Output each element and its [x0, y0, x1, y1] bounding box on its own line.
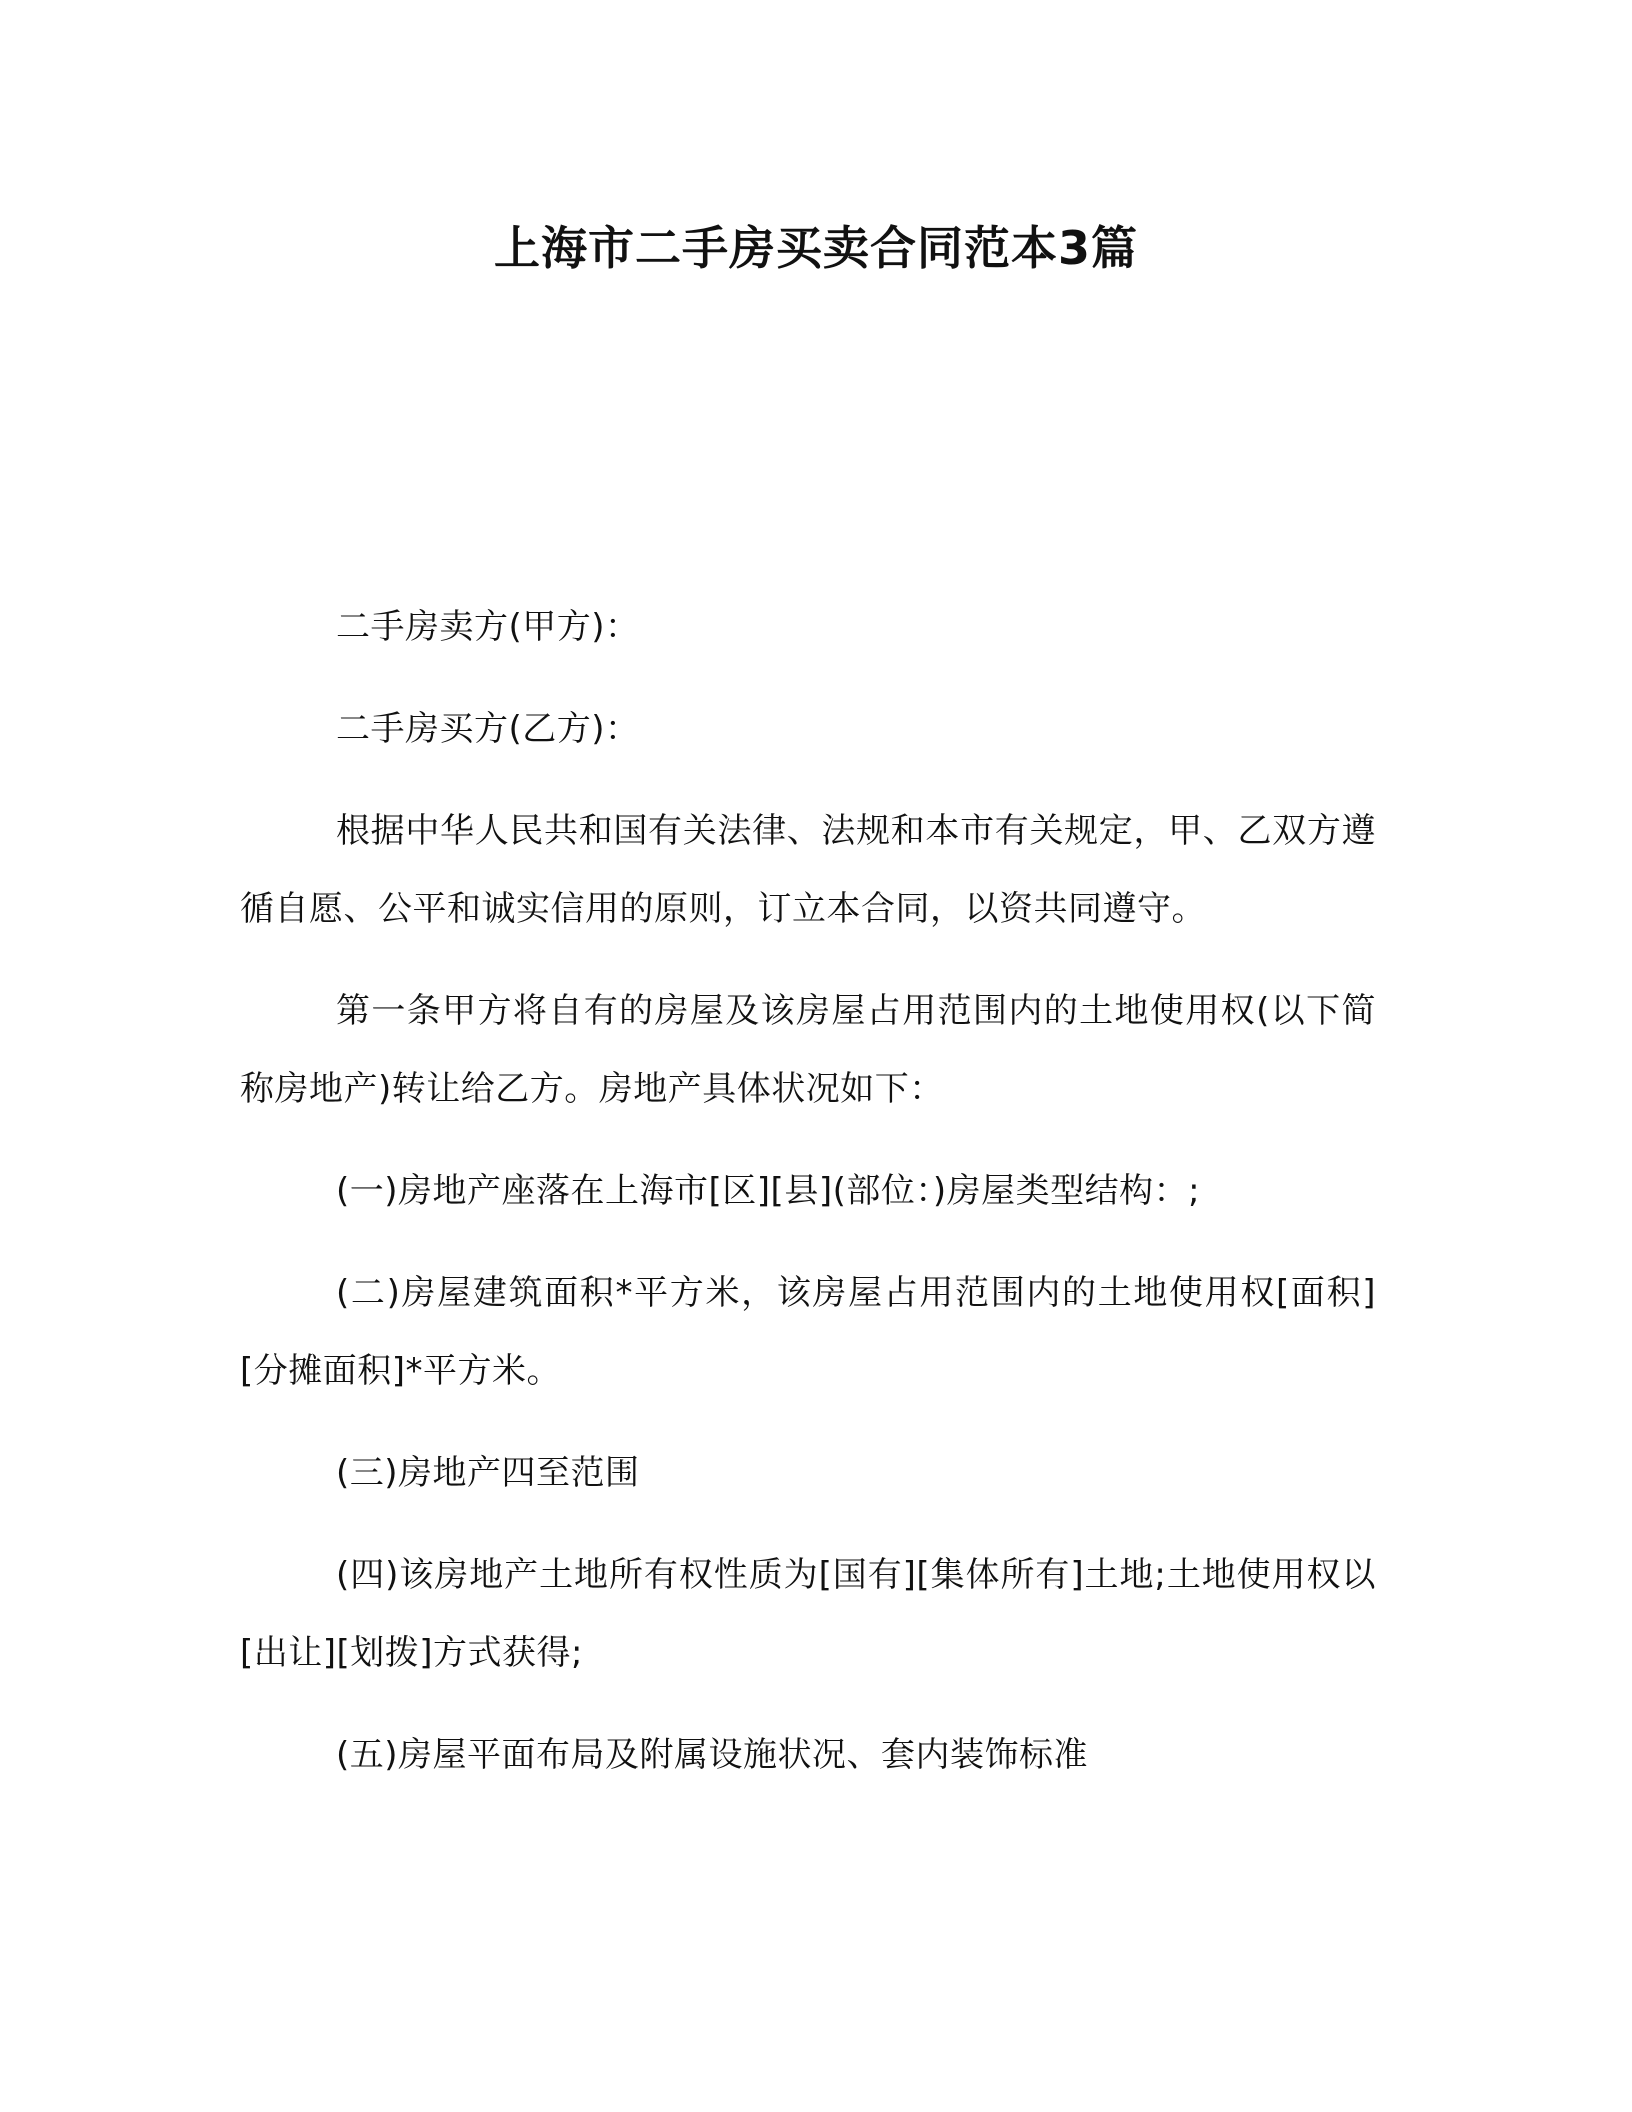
paragraph-item-2: (二)房屋建筑面积*平方米，该房屋占用范围内的土地使用权[面积][分摊面积]*平方米。 — [240, 1273, 1376, 1391]
document-body — [240, 588, 1376, 1818]
paragraph-item-4: (四)该房地产土地所有权性质为[国有][集体所有]土地;土地使用权以[出让][划拨]方式获得; — [240, 1555, 1376, 1673]
paragraph-item-5: (五)房屋平面布局及附属设施状况、套内装饰标准 — [336, 1735, 1089, 1775]
paragraph-article-1: 第一条甲方将自有的房屋及该房屋占用范围内的土地使用权(以下简称房地产)转让给乙方。房地产具体状况如下： — [240, 991, 1376, 1109]
paragraph-buyer: 二手房买方(乙方)： — [336, 709, 640, 749]
document-title: 上海市二手房买卖合同范本3篇 — [493, 221, 1138, 275]
paragraph-preamble: 根据中华人民共和国有关法律、法规和本市有关规定，甲、乙双方遵循自愿、公平和诚实信用的原则，订立本合同，以资共同遵守。 — [240, 811, 1376, 929]
paragraph-item-3: (三)房地产四至范围 — [336, 1453, 640, 1493]
paragraph-item-1: (一)房地产座落在上海市[区][县](部位：)房屋类型结构：; — [336, 1171, 1201, 1211]
paragraph-seller: 二手房卖方(甲方)： — [336, 607, 640, 647]
